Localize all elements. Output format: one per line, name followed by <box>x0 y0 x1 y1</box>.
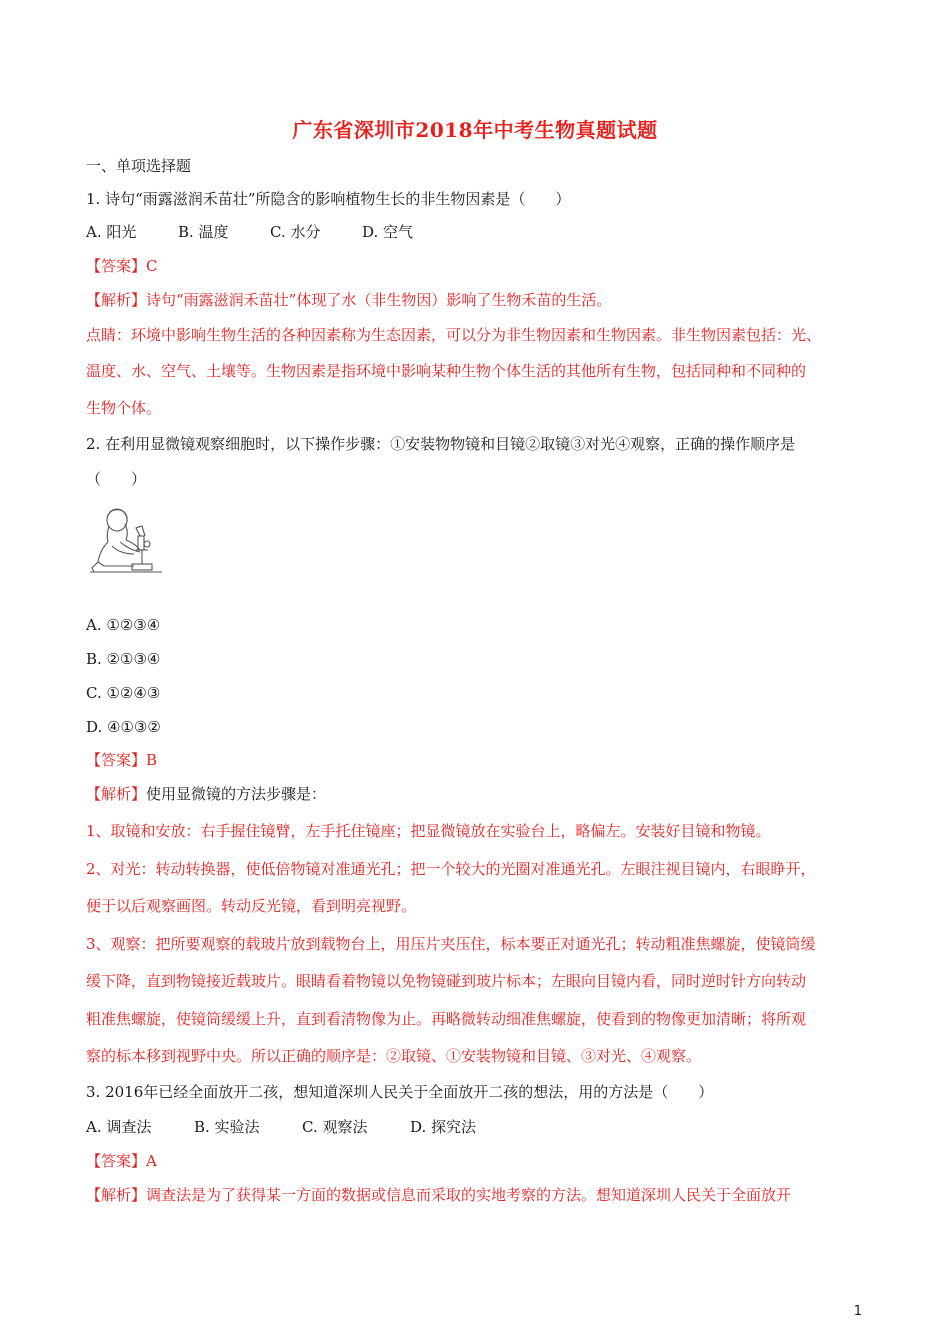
q3-answer: 【答案】A <box>86 1152 157 1170</box>
page-number: 1 <box>853 1304 862 1319</box>
q1-note-line-3: 生物个体。 <box>86 399 162 417</box>
q1-option-c: C. 水分 <box>270 223 321 241</box>
q1-analysis: 【解析】诗句“雨露滋润禾苗壮”体现了水（非生物因）影响了生物禾苗的生活。 <box>86 291 612 309</box>
q1-stem: 1. 诗句“雨露滋润禾苗壮”所隐含的影响植物生长的非生物因素是（ ） <box>86 190 571 208</box>
q3-analysis: 【解析】调查法是为了获得某一方面的数据或信息而采取的实地考察的方法。想知道深圳人民关于全面放开 <box>86 1186 792 1204</box>
q1-options <box>86 222 413 242</box>
q3-stem: 3. 2016年已经全面放开二孩，想知道深圳人民关于全面放开二孩的想法，用的方法是（ ） <box>86 1083 714 1101</box>
q1-note-line-1: 点睛：环境中影响生物生活的各种因素称为生态因素，可以分为非生物因素和生物因素。非生物因素包括：光、 <box>86 326 822 344</box>
q2-option-d: D. ④①③② <box>86 718 161 736</box>
q2-option-b: B. ②①③④ <box>86 650 161 668</box>
q1-answer: 【答案】C <box>86 257 158 275</box>
page-title: 广东省深圳市2018年中考生物真题试题 <box>292 118 658 142</box>
q3-option-d: D. 探究法 <box>410 1118 477 1136</box>
q2-step-2-line-1: 2、对光：转动转换器，使低倍物镜对准通光孔；把一个较大的光圈对准通光孔。左眼注视目镜内，右眼睁开， <box>86 860 816 878</box>
q2-option-a: A. ①②③④ <box>86 616 161 634</box>
q1-note-line-2: 温度、水、空气、土壤等。生物因素是指环境中影响某种生物个体生活的其他所有生物，包括同种和不同种的 <box>86 362 807 380</box>
q1-option-d: D. 空气 <box>362 223 414 241</box>
q3-options <box>86 1117 476 1137</box>
q2-stem-line-2: （ ） <box>86 470 147 488</box>
q2-analysis: 【解析】使用显微镜的方法步骤是： <box>86 785 327 803</box>
q1-option-a: A. 阳光 <box>86 223 137 241</box>
q2-answer: 【答案】B <box>86 751 158 769</box>
q2-step-1: 1、取镜和安放：右手握住镜臂，左手托住镜座；把显微镜放在实验台上，略偏左。安装好目镜和物镜。 <box>86 822 771 840</box>
q2-step-3-line-2: 缓下降，直到物镜接近载玻片。眼睛看着物镜以免物镜碰到玻片标本；左眼向目镜内看，同时逆时针方向转动 <box>86 972 807 990</box>
q2-step-3-line-3: 粗准焦螺旋，使镜筒缓缓上升，直到看清物像为止。再略微转动细准焦螺旋，使看到的物像更加清晰；将所观 <box>86 1010 807 1028</box>
q3-option-a: A. 调查法 <box>86 1118 152 1136</box>
q2-step-3-line-1: 3、观察：把所要观察的载玻片放到载物台上，用压片夹压住，标本要正对通光孔；转动粗准焦螺旋，使镜筒缓 <box>86 935 816 953</box>
q2-stem-line-1: 2. 在利用显微镜观察细胞时，以下操作步骤：①安装物物镜和目镜②取镜③对光④观察，正确的操作顺序是 <box>86 435 796 453</box>
q1-option-b: B. 温度 <box>178 223 229 241</box>
q3-option-c: C. 观察法 <box>302 1118 368 1136</box>
section-heading: 一、单项选择题 <box>86 157 192 175</box>
microscope-figure <box>90 506 170 580</box>
q2-step-3-line-4: 察的标本移到视野中央。所以正确的顺序是：②取镜、①安装物镜和目镜、③对光、④观察。 <box>86 1047 702 1065</box>
q2-option-c: C. ①②④③ <box>86 684 161 702</box>
q3-option-b: B. 实验法 <box>194 1118 260 1136</box>
q2-step-2-line-2: 便于以后观察画图。转动反光镜，看到明亮视野。 <box>86 897 417 915</box>
